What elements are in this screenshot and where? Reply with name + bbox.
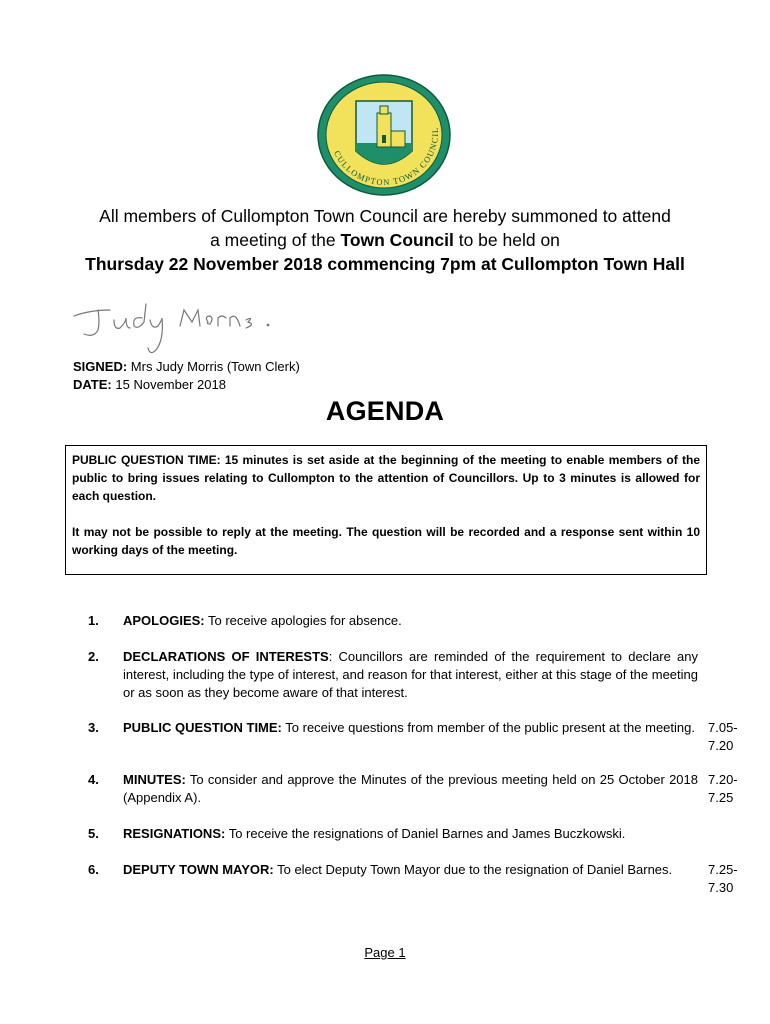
summons-line-3: Thursday 22 November 2018 commencing 7pm at Cullompton Town Hall (85, 254, 685, 274)
item-time: 7.05- 7.20 (708, 720, 738, 753)
item-body: DEPUTY TOWN MAYOR: To elect Deputy Town Mayor due to the resignation of Daniel Barnes. (123, 862, 673, 877)
item-number: 3. (88, 720, 99, 735)
item-number: 1. (88, 613, 99, 628)
signed-line: SIGNED: Mrs Judy Morris (Town Clerk) (73, 359, 300, 374)
handwritten-signature (70, 292, 290, 362)
item-number: 5. (88, 826, 99, 841)
item-time: 7.25- 7.30 (708, 862, 738, 895)
summons-line-1: All members of Cullompton Town Council are hereby summoned to attend (99, 206, 671, 226)
signed-block (73, 358, 300, 394)
public-question-time-box (65, 445, 707, 575)
summons-line-2: a meeting of the Town Council to be held on (210, 230, 560, 250)
item-time: 7.20- 7.25 (708, 772, 738, 805)
item-number: 6. (88, 862, 99, 877)
page-number: Page 1 (364, 945, 406, 960)
item-body: MINUTES: To consider and approve the Minutes of the previous meeting held on 25 October 2018 (Appendix A). (123, 772, 698, 805)
item-number: 2. (88, 649, 99, 664)
public-question-paragraph: PUBLIC QUESTION TIME: 15 minutes is set aside at the beginning of the meeting to enable members of the public to bring issues relating to Cullompton to the attention of Councillors. Up to 3 minutes is allowed for each question. (72, 453, 700, 503)
public-question-note: It may not be possible to reply at the meeting. The question will be recorded and a response sent within 10 working days of the meeting. (72, 525, 700, 557)
item-body: PUBLIC QUESTION TIME: To receive questions from member of the public present at the meeting. (123, 720, 695, 735)
item-body: RESIGNATIONS: To receive the resignations of Daniel Barnes and James Buczkowski. (123, 826, 626, 841)
agenda-title: AGENDA (325, 396, 445, 426)
crest-ring-text: CULLOMPTON TOWN COUNCIL (332, 126, 441, 188)
cullompton-town-council-crest (316, 73, 452, 197)
item-body: APOLOGIES: To receive apologies for absence. (123, 613, 402, 628)
summons-heading (40, 204, 730, 276)
item-number: 4. (88, 772, 99, 787)
item-body: DECLARATIONS OF INTERESTS: Councillors are reminded of the requirement to declare any interest, including the type of interest, and reason for that interest, either at this stage of the meeting or as soon as they become aware of that interest. (123, 649, 699, 700)
date-line: DATE: 15 November 2018 (73, 377, 226, 392)
